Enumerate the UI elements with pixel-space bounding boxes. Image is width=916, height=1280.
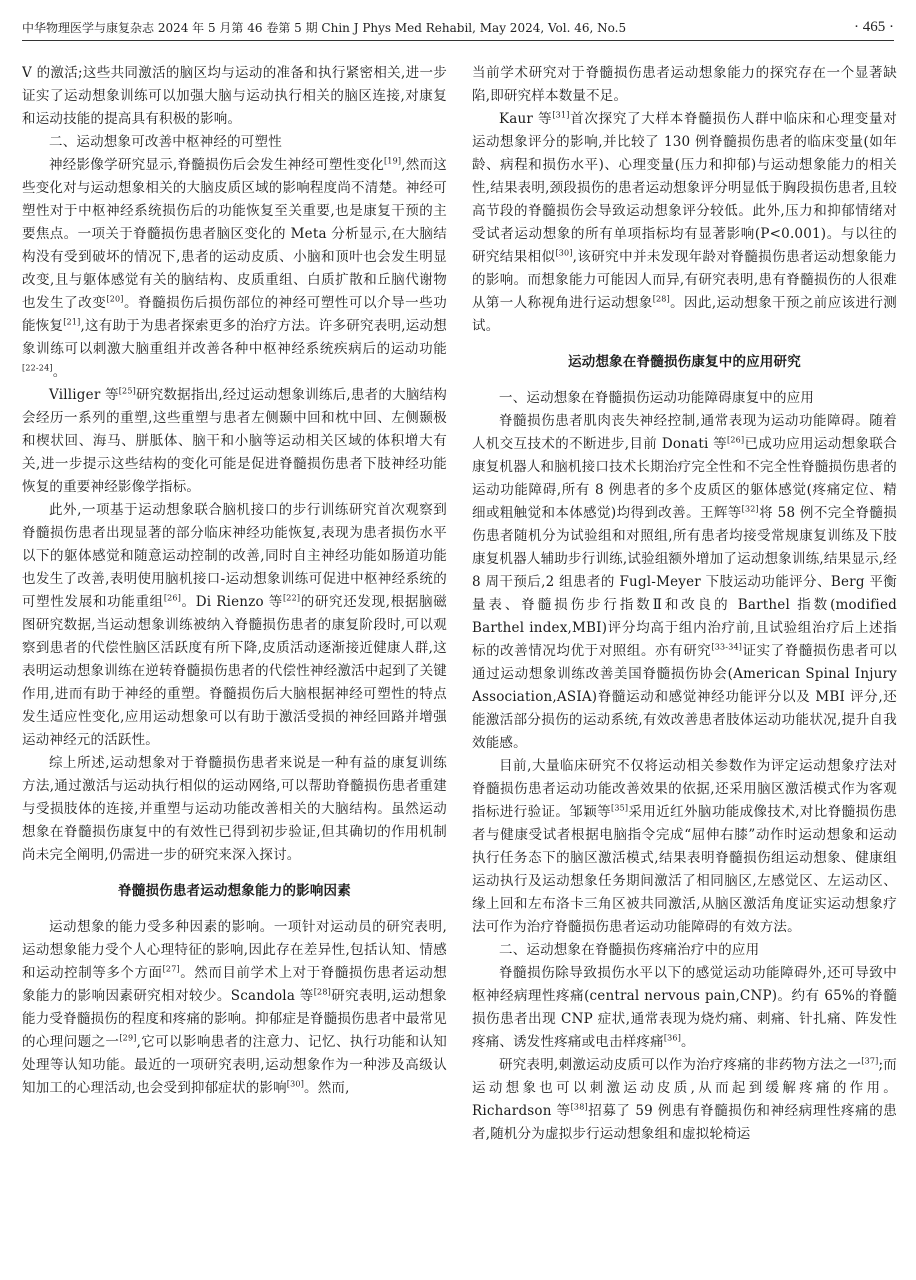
paragraph [22, 916, 447, 1100]
text-run: 运动想象的能力受多种因素的影响。一项针对运动员的研究表明,运动想象能力受个人心理特征的影响,因此存在差异性,包括认知、情感和运动控制等多个方面 [22, 919, 447, 981]
text-run: 采用近红外脑功能成像技术,对比脊髓损伤患者与健康受试者根据电脑指令完成“屈伸右膝”动作时运动想象和运动执行任务态下的脑区激活模式,结果表明脊髓损伤组运动想象、健康组运动执行及运动想象任务期间激活了相同脑区,左感觉区、左运动区、缘上回和左布洛卡三角区被共同激活,从脑区激活角度证实运动想象疗法可作为治疗脊髓损伤患者运动功能障碍的有效方法。 [472, 804, 897, 935]
paragraph [22, 384, 447, 499]
text-run: 证实了脊髓损伤患者可以通过运动想象训练改善美国脊髓损伤协会(American Spinal Injury Association,ASIA)脊髓运动和感觉神经功能评分以及 MBI 评分,还能激活部分损伤的运动系统,有效改善患者肢体运动功能状况,提升自我效能感。 [472, 643, 897, 751]
citation: [29] [119, 1033, 137, 1043]
section-title: 脊髓损伤患者运动想象能力的影响因素 [118, 883, 351, 899]
citation: [38] [570, 1102, 588, 1112]
paragraph [472, 962, 897, 1054]
text-run: 。脊髓损伤后损伤部位的神经可塑性可以介导一些功能恢复 [22, 295, 447, 334]
text-run: 首次探究了大样本脊髓损伤人群中临床和心理变量对运动想象评分的影响,并比较了 130 例脊髓损伤患者的临床变量(如年龄、病程和损伤水平)、心理变量(压力和抑郁)与运动想象能力的相关性,结果表明,颈段损伤的患者运动想象评分明显低于胸段损伤患者,且较高节段的脊髓损伤会导致运动想象评分较低。此外,压力和抑郁情绪对受试者运动想象的所有单项指标均有显著影响(P<0.001)。与以往的研究结果相似 [472, 111, 897, 265]
citation: [33-34] [711, 642, 743, 652]
citation: [30] [286, 1079, 305, 1089]
citation: [28] [652, 294, 670, 304]
text-run: 此外,一项基于运动想象联合脑机接口的步行训练研究首次观察到脊髓损伤患者出现显著的部分临床神经功能恢复,表现为患者损伤水平以下的躯体感觉和随意运动控制的改善,同时自主神经功能如肠道功能也发生了改善,表明使用脑机接口-运动想象训练可促进中枢神经系统的可塑性发展和功能重组 [22, 502, 447, 610]
citation: [20] [106, 294, 124, 304]
text-run: 已成功应用运动想象联合康复机器人和脑机接口技术长期治疗完全性和不完全性脊髓损伤患者的运动功能障碍,所有 8 例患者的多个皮质区的躯体感觉(疼痛定位、精细或粗触觉和本体感觉)均得到改善。王辉等 [472, 436, 897, 521]
paragraph [472, 108, 897, 338]
paragraph [22, 752, 447, 867]
text-run: ;而运动想象也可以刺激运动皮质,从而起到缓解疼痛的作用。Richardson 等 [472, 1057, 897, 1119]
subheading: 二、运动想象在脊髓损伤疼痛治疗中的应用 [499, 942, 760, 958]
text-run: 目前,大量临床研究不仅将运动相关参数作为评定运动想象疗法对脊髓损伤患者运动功能改善效果的依据,还采用脑区激活模式作为客观指标进行验证。邹颖等 [472, 758, 897, 820]
text-run: 。然而目前学术上对于脊髓损伤患者运动想象能力的影响因素研究相对较少。Scandola 等 [22, 965, 447, 1004]
citation: [28] [313, 987, 331, 997]
citation: [37] [861, 1056, 879, 1066]
paragraph [22, 499, 447, 752]
section-title: 运动想象在脊髓损伤康复中的应用研究 [568, 354, 801, 370]
citation: [26] [163, 593, 182, 603]
citation: [22] [282, 593, 301, 603]
subheading: 一、运动想象在脊髓损伤运动功能障碍康复中的应用 [499, 390, 815, 406]
citation: [22-24] [22, 363, 53, 373]
text-run: 。Di Rienzo 等 [181, 594, 283, 610]
text-run: 脊髓损伤除导致损伤水平以下的感觉运动功能障碍外,还可导致中枢神经病理性疼痛(central nervous pain,CNP)。约有 65%的脊髓损伤患者出现 CNP 症状,通常表现为烧灼痛、刺痛、针扎痛、阵发性疼痛、诱发性疼痛或电击样疼痛 [472, 965, 897, 1050]
paragraph [472, 62, 897, 108]
citation: [25] [118, 386, 136, 396]
citation: [21] [63, 317, 81, 327]
running-header [22, 18, 894, 40]
citation: [26] [727, 435, 745, 445]
paragraph [22, 154, 447, 384]
citation: [27] [162, 964, 180, 974]
text-run: ,这有助于为患者探索更多的治疗方法。许多研究表明,运动想象训练可以刺激大脑重组并改善各种中枢神经系统疾病后的运动功能 [22, 318, 447, 357]
paragraph [472, 1054, 897, 1146]
citation: [32] [741, 504, 759, 514]
text-run: Villiger 等 [49, 387, 119, 403]
text-run: 招募了 59 例患有脊髓损伤和神经病理性疼痛的患者,随机分为虚拟步行运动想象组和虚拟轮椅运 [472, 1103, 897, 1142]
citation: [36] [663, 1033, 682, 1043]
text-run: Kaur 等 [499, 111, 553, 127]
citation: [30] [555, 248, 573, 258]
text-run: 。 [52, 364, 67, 380]
text-run: 将 58 例不完全脊髓损伤患者随机分为试验组和对照组,所有患者均接受常规康复训练及下肢康复机器人辅助步行训练,试验组额外增加了运动想象训练,结果显示,经 8 周干预后,2 组患者的 Fugl-Meyer 下肢运动功能评分、Berg 平衡量表、脊髓损伤步行指数Ⅱ和改良的 Barthel 指数(modified Barthel index,MBI)评分均高于组内治疗前,且试验组治疗后上述指标的改善情况均优于对照组。亦有研究 [472, 505, 897, 659]
text-run: ,然而这些变化对与运动想象相关的大脑皮质区域的影响程度尚不清楚。神经可塑性对于中枢神经系统损伤后的功能恢复至关重要,也是康复干预的主要焦点。一项关于脊髓损伤患者脑区变化的 Meta 分析显示,在大脑结构没有受到破坏的情况下,患者的运动皮质、小脑和顶叶也会发生明显改变,且与躯体感觉有关的脑结构、皮质重组、白质扩散和丘脑代谢物也发生了改变 [22, 157, 447, 311]
citation: [35] [611, 803, 629, 813]
citation: [31] [552, 110, 570, 120]
paragraph [472, 755, 897, 939]
text-run: 综上所述,运动想象对于脊髓损伤患者来说是一种有益的康复训练方法,通过激活与运动执行相似的运动网络,可以帮助脊髓损伤患者重建与受损肢体的连接,并重塑与运动功能改善相关的大脑结构。虽然运动想象在脊髓损伤康复中的有效性已得到初步验证,但其确切的作用机制尚未完全阐明,仍需进一步的研究来深入探讨。 [22, 755, 447, 863]
text-run: 研究表明,刺激运动皮质可以作为治疗疼痛的非药物方法之一 [499, 1057, 862, 1073]
text-run: 研究数据指出,经过运动想象训练后,患者的大脑结构会经历一系列的重塑,这些重塑与患者左侧颞中回和枕中回、左侧颞极和楔状回、海马、胼胝体、脑干和小脑等运动相关区域的体积增大有关,进一步提示这些结构的变化可能是促进脊髓损伤患者下肢神经功能恢复的重要神经影像学指标。 [22, 387, 447, 495]
text-run: 当前学术研究对于脊髓损伤患者运动想象能力的探究存在一个显著缺陷,即研究样本数量不足。 [472, 65, 897, 104]
text-run: V 的激活;这些共同激活的脑区均与运动的准备和执行紧密相关,进一步证实了运动想象训练可以加强大脑与运动执行相关的脑区连接,对康复和运动技能的提高具有积极的影响。 [22, 65, 447, 127]
text-run: 脊髓损伤患者肌肉丧失神经控制,通常表现为运动功能障碍。随着人机交互技术的不断进步,目前 Donati 等 [472, 413, 897, 452]
text-run: 研究表明,运动想象能力受脊髓损伤的程度和疼痛的影响。抑郁症是脊髓损伤患者中最常见的心理问题之一 [22, 988, 447, 1050]
right-column [472, 62, 897, 1272]
text-run: 。因此,运动想象干预之前应该进行测试。 [472, 295, 897, 334]
text-run: ,该研究中并未发现年龄对脊髓损伤患者运动想象能力的影响。而想象能力可能因人而异,有研究表明,患有脊髓损伤的人很难从第一人称视角进行运动想象 [472, 249, 897, 311]
journal-citation: 中华物理医学与康复杂志 2024 年 5 月第 46 卷第 5 期 Chin J Phys Med Rehabil, May 2024, Vol. 46, No.5 [22, 21, 627, 35]
text-run: 。 [681, 1034, 695, 1050]
text-run: 神经影像学研究显示,脊髓损伤后会发生神经可塑性变化 [49, 157, 384, 173]
paragraph [22, 62, 447, 131]
text-run: 。然而, [304, 1080, 350, 1096]
left-column [22, 62, 447, 1272]
text-run: ,它可以影响患者的注意力、记忆、执行功能和认知处理等认知功能。最近的一项研究表明,运动想象作为一种涉及高级认知加工的心理活动,也会受到抑郁症状的影响 [22, 1034, 447, 1096]
subheading: 二、运动想象可改善中枢神经的可塑性 [49, 134, 282, 150]
text-run: 的研究还发现,根据脑磁图研究数据,当运动想象训练被纳入脊髓损伤患者的康复阶段时,可以观察到患者的代偿性脑区活跃度有所下降,皮质活动逐渐接近健康人群,这表明运动想象训练在逆转脊髓损伤患者的代偿性神经激活中起到了关键作用,进而有助于神经的重塑。脊髓损伤后大脑根据神经可塑性的特点发生适应性变化,应用运动想象可以有助于激活受损的神经回路并增强运动神经元的活跃性。 [22, 594, 447, 748]
citation: [19] [383, 156, 402, 166]
header-rule [22, 40, 894, 41]
paragraph [472, 410, 897, 755]
page-number: · 465 · [854, 19, 894, 35]
